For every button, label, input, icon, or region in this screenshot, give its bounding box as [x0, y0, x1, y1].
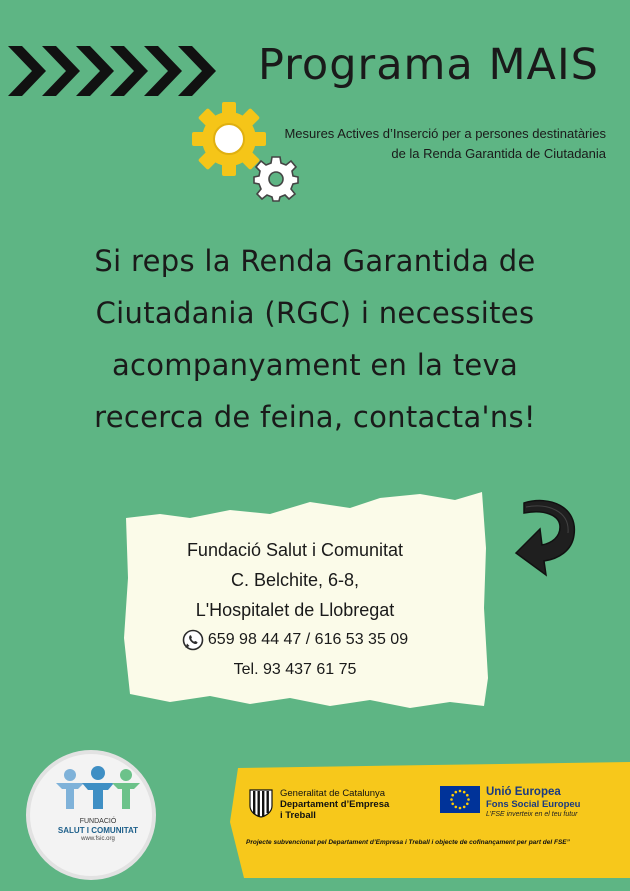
headline-line-2: Ciutadania (RGC) i necessites: [95, 296, 535, 330]
mobile-phones: 659 98 44 47 / 616 53 35 09: [207, 631, 409, 648]
gencat-line-3: i Treball: [280, 810, 316, 821]
fundacio-logo: [38, 765, 158, 843]
gencat-line-1: Generalitat de Catalunya: [280, 788, 386, 799]
people-logo-icon: [48, 765, 148, 811]
eu-sponsor: [440, 786, 581, 819]
gencat-line-2: Departament d’Empresa: [280, 799, 390, 810]
logo-fund-word: FUNDACIÓ: [79, 818, 117, 825]
contact-card: [130, 535, 460, 685]
logo-name: SALUT I COMUNITAT: [57, 826, 139, 835]
headline: [40, 235, 590, 443]
street-address: C. Belchite, 6-8,: [230, 570, 360, 590]
whatsapp-icon: [182, 629, 204, 651]
mobile-phones-row: [130, 625, 460, 655]
eu-tagline: L’FSE inverteix en el teu futur: [486, 811, 578, 818]
landline-phone: Tel. 93 437 61 75: [233, 661, 357, 678]
headline-line-3: acompanyament en la teva: [111, 348, 519, 382]
gencat-flag-icon: [248, 788, 274, 818]
funding-footnote: Projecte subvencionat pel Departament d’Empresa i Treball i objecte de cofinançament per part del FSE”: [246, 839, 570, 846]
gencat-sponsor: [248, 788, 389, 821]
org-name: Fundació Salut i Comunitat: [186, 540, 404, 560]
eu-title: Unió Europea: [486, 786, 561, 798]
chevrons-icon: [8, 40, 223, 102]
subtitle-line-1: Mesures Actives d’Inserció per a persones destinatàries: [284, 126, 606, 141]
program-title: Programa MAIS: [258, 40, 599, 90]
headline-line-4: recerca de feina, contacta'ns!: [94, 400, 536, 434]
city: L'Hospitalet de Llobregat: [195, 600, 395, 620]
logo-website: www.fsic.org: [81, 836, 115, 842]
curved-arrow-icon: [512, 495, 582, 587]
headline-line-1: Si reps la Renda Garantida de: [94, 244, 536, 278]
subtitle-line-2: de la Renda Garantida de Ciutadania: [391, 146, 606, 161]
eu-flag-icon: [440, 786, 480, 813]
program-subtitle: [246, 124, 606, 164]
eu-fund: Fons Social Europeu: [486, 799, 581, 810]
